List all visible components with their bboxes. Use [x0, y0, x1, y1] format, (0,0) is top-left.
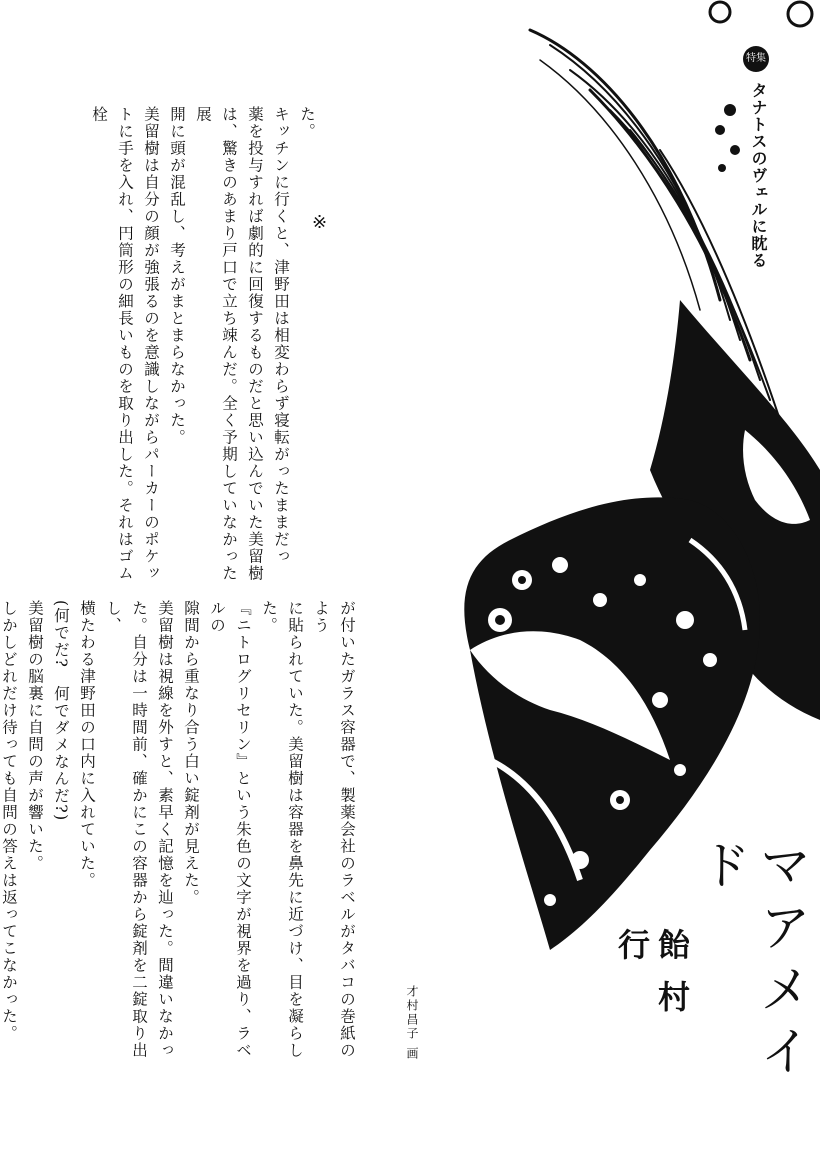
text-line: た。自分は一時間前、確かにこの容器から錠剤を二錠取り出し、 [104, 600, 148, 1059]
text-line: キッチンに行くと、津野田は相変わらず寝転がったままだっ [272, 106, 290, 565]
text-line: 美留樹の脳裏に自問の声が響いた。 [26, 600, 44, 872]
text-line: 『ニトログリセリン』という朱色の文字が視界を過り、ラベルの [208, 600, 252, 1059]
text-line: が付いたガラス容器で、製薬会社のラベルがタバコの巻紙のよう [312, 600, 356, 1059]
section-break-mark: ※ [309, 212, 330, 233]
text-line: 薬を投与すれば劇的に回復するものだと思い込んでいた美留樹 [246, 106, 264, 582]
text-line: トに手を入れ、円筒形の細長いものを取り出した。それはゴム栓 [90, 106, 134, 582]
story-title: マアメイド [690, 838, 810, 1086]
text-line: 隙間から重なり合う白い錠剤が見えた。 [182, 600, 200, 906]
text-line: しかしどれだけ待っても自問の答えは返ってこなかった。 [0, 600, 18, 1042]
feature-title: タナトスのヴェルに眈る [746, 78, 771, 306]
upper-body-text [80, 106, 320, 596]
lower-body-text [0, 600, 360, 1060]
text-line: (何でだ? 何でダメなんだ?) [52, 600, 70, 822]
text-line: た。 [298, 106, 316, 140]
text-line: 開に頭が混乱し、考えがまとまらなかった。 [168, 106, 186, 446]
text-line: は、驚きのあまり戸口で立ち竦んだ。全く予期していなかった展 [194, 106, 238, 582]
feature-badge: 特集 [743, 46, 769, 72]
text-line: 横たわる津野田の口内に入れていた。 [78, 600, 96, 889]
illustrator-credit: 才村昌子 画 [405, 985, 419, 1061]
author-name: 飴村 行 [613, 928, 691, 1032]
text-line: に貼られていた。美留樹は容器を鼻先に近づけ、目を凝らした。 [260, 600, 304, 1059]
text-line: 美留樹は視線を外すと、素早く記憶を辿った。間違いなかっ [156, 600, 174, 1059]
text-line: 美留樹は自分の顔が強張るのを意識しながらパーカーのポケッ [142, 106, 160, 582]
